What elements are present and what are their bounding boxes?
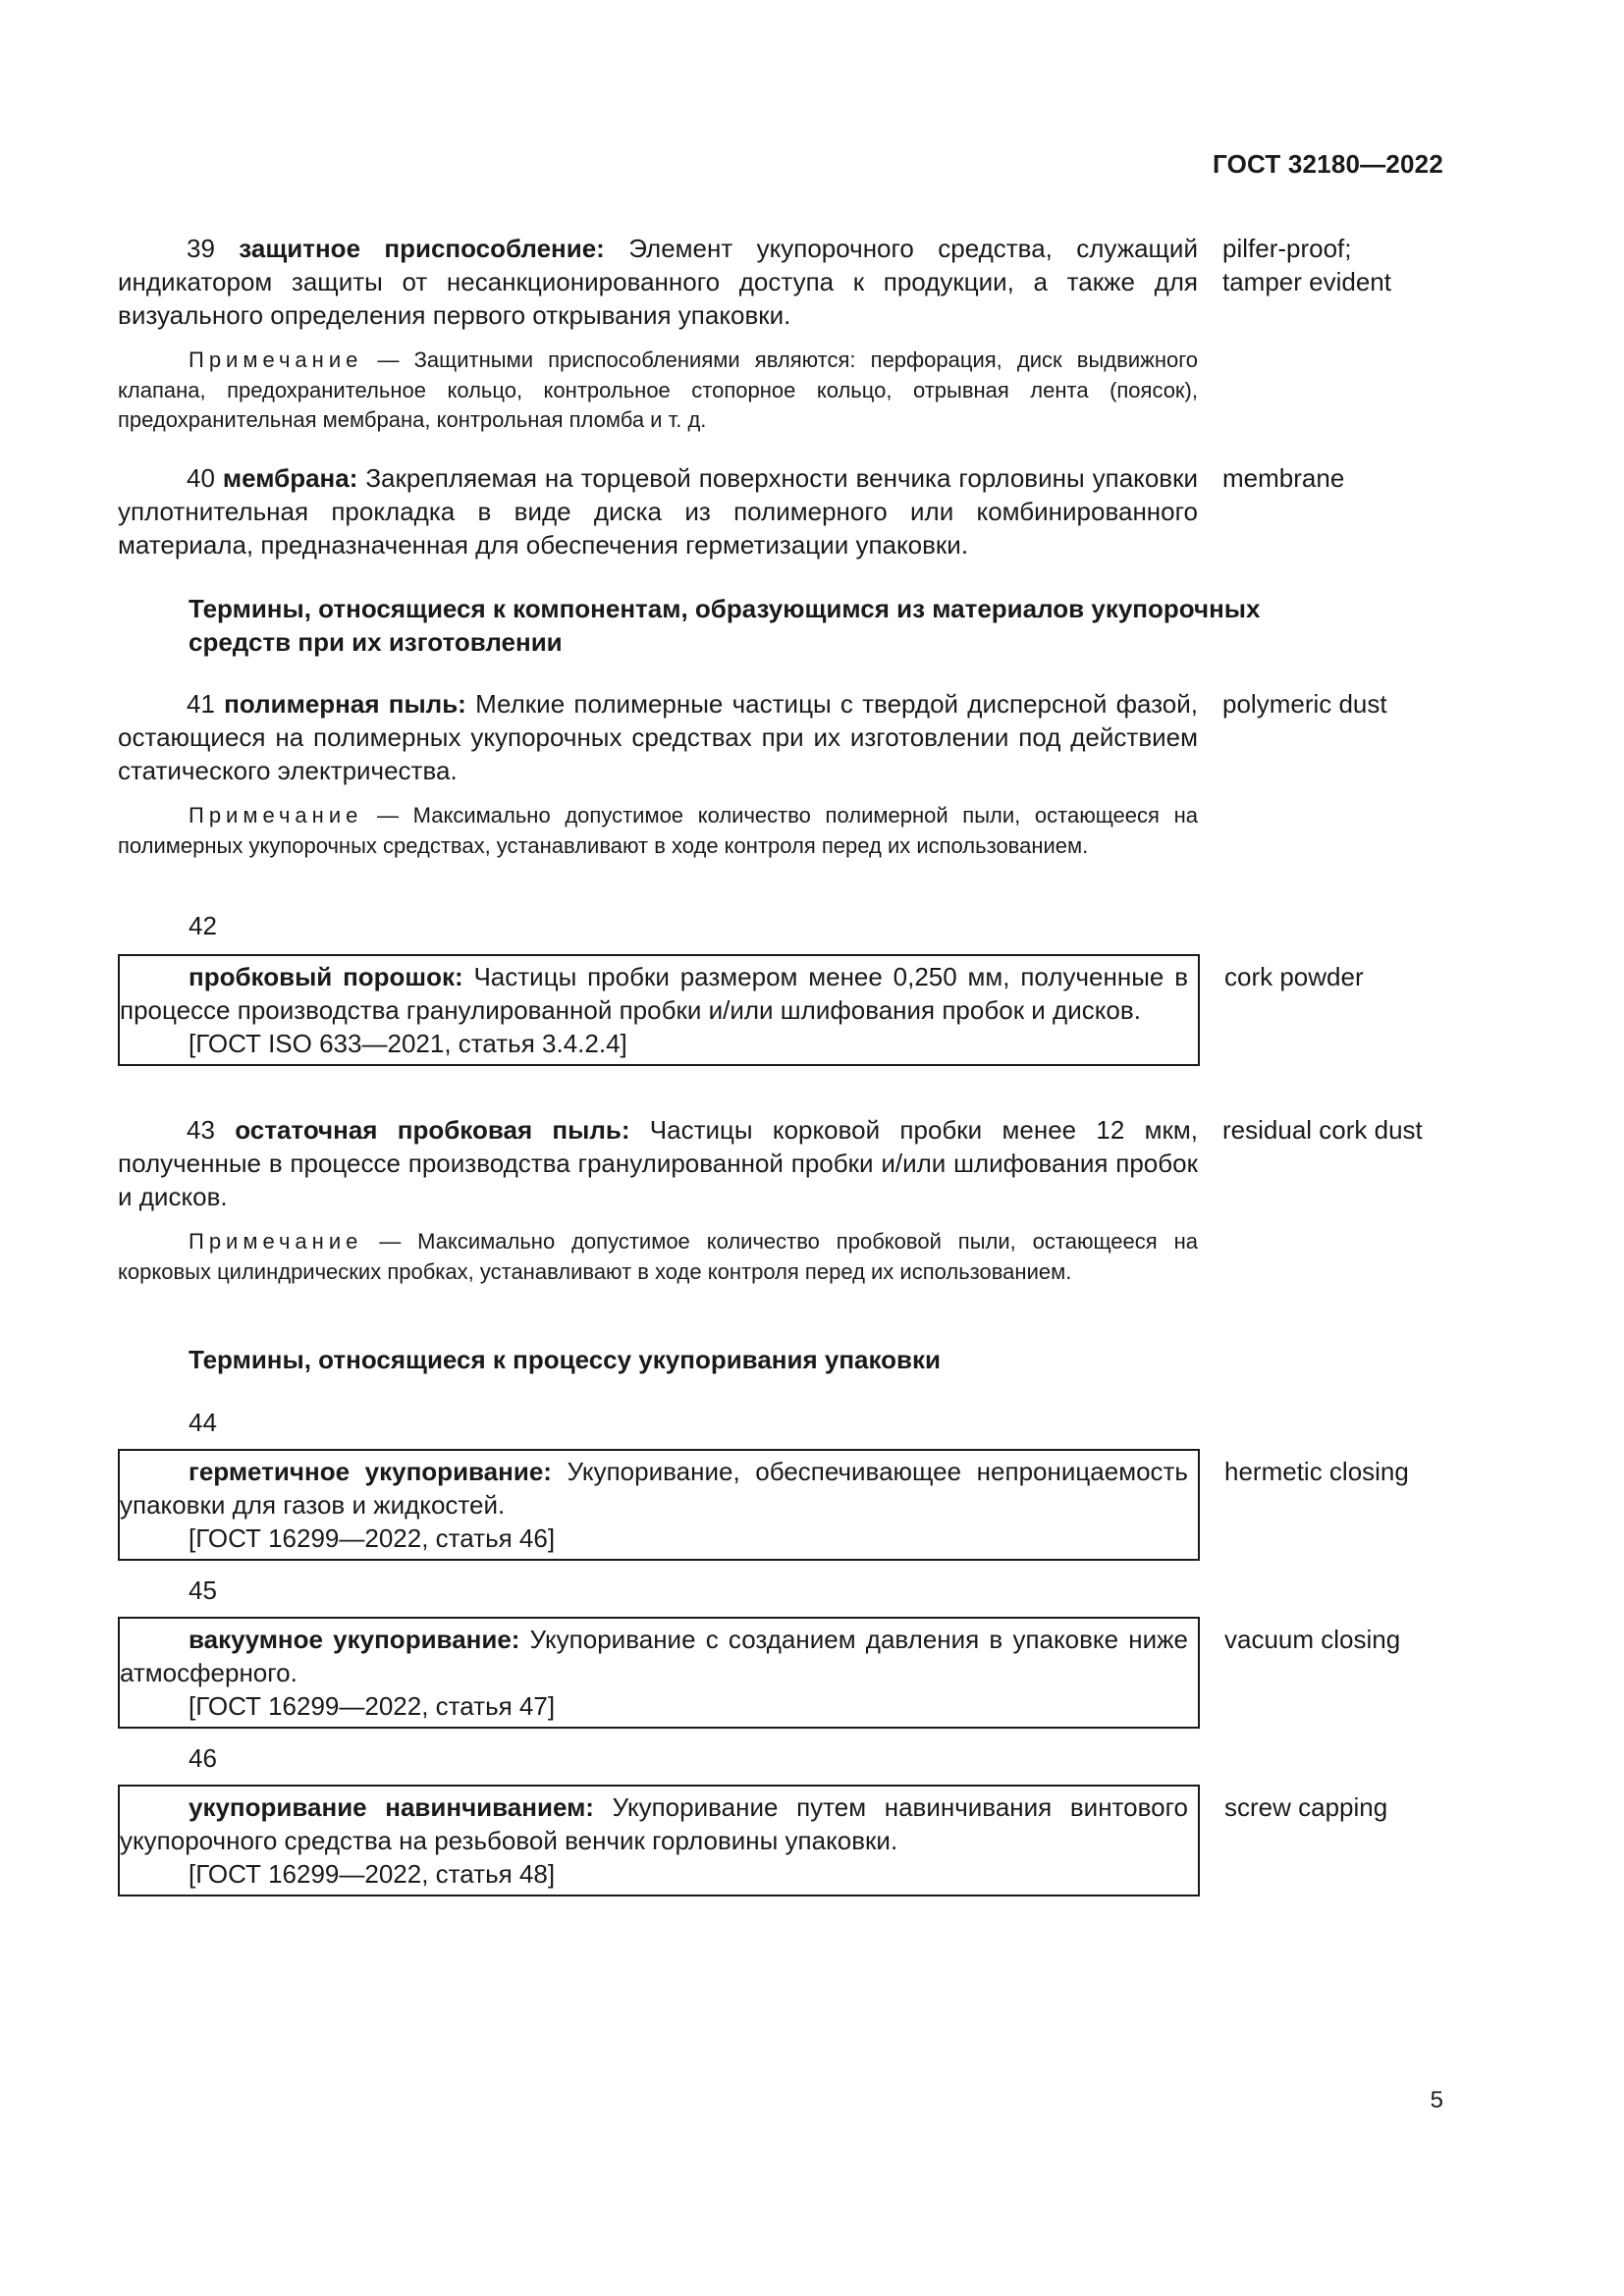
term-title: мембрана: [222, 463, 358, 493]
english-equivalent: pilfer-proof; tamper evident [1222, 234, 1391, 296]
english-equivalent: hermetic closing [1224, 1457, 1409, 1486]
term-reference: [ГОСТ 16299—2022, статья 47] [189, 1691, 556, 1721]
term-note [118, 1227, 1198, 1287]
section-heading-components [118, 592, 1425, 659]
term-definition: Частицы пробки размером менее 0,250 мм, полученные в процессе производства гранулированной пробки и/или шлифования пробок и дисков. [120, 962, 1189, 1025]
term-title: вакуумное укупоривание: [189, 1625, 520, 1654]
term-reference: [ГОСТ 16299—2022, статья 48] [189, 1859, 556, 1889]
section-heading-text: Термины, относящиеся к компонентам, образующимся из материалов укупорочных средств при их изготовлении [189, 594, 1261, 657]
entry-number: 45 [189, 1575, 217, 1605]
term-box-46 [118, 1785, 1425, 1896]
term-entry-39 [118, 232, 1425, 436]
term-reference: [ГОСТ 16299—2022, статья 46] [189, 1523, 556, 1553]
document-code: ГОСТ 32180—2022 [1213, 149, 1443, 179]
page-number: 5 [1430, 2087, 1443, 2113]
english-equivalent: vacuum closing [1224, 1625, 1401, 1654]
term-box-44 [118, 1449, 1425, 1561]
english-equivalent: screw capping [1224, 1792, 1388, 1822]
reference-frame [118, 1449, 1409, 1561]
term-note [118, 801, 1198, 861]
term-entry-43 [118, 1113, 1425, 1287]
english-equivalent: cork powder [1224, 962, 1364, 991]
entry-number: 40 [187, 463, 215, 493]
reference-frame [118, 1617, 1401, 1729]
term-entry-45 [118, 1574, 1425, 1607]
entry-number: 44 [189, 1408, 217, 1437]
term-entry-40 [118, 461, 1425, 561]
section-heading-closing-process [118, 1343, 1425, 1376]
term-entry-44 [118, 1406, 1425, 1439]
term-box-42 [118, 954, 1425, 1066]
term-title: укупоривание навинчиванием: [189, 1792, 594, 1822]
note-label: Примечание [189, 803, 363, 828]
term-definition: Укупоривание, обеспечивающее непроницаемость упаковки для газов и жидкостей. [120, 1457, 1188, 1520]
term-definition: Укупоривание с созданием давления в упаковке ниже атмосферного. [120, 1625, 1188, 1687]
term-definition: Укупоривание путем навинчивания винтового укупорочного средства на резьбовой венчик горловины упаковки. [120, 1792, 1188, 1855]
term-entry-46 [118, 1741, 1425, 1775]
entry-number: 41 [187, 689, 215, 719]
term-definition: Мелкие полимерные частицы с твердой дисперсной фазой, остающиеся на полимерных укупорочных средствах при их изготовлении под действием статического электричества. [118, 689, 1198, 785]
term-entry-41 [118, 687, 1425, 861]
term-entry-42 [118, 909, 1425, 942]
term-reference: [ГОСТ ISO 633—2021, статья 3.4.2.4] [189, 1029, 627, 1058]
term-box-45 [118, 1617, 1425, 1729]
note-text: — Защитными приспособлениями являются: перфорация, диск выдвижного клапана, предохранительное кольцо, контрольное стопорное кольцо, отрывная лента (поясок), предохранительная мембрана, контрольная пломба и т. д. [118, 347, 1198, 432]
english-equivalent: residual cork dust [1222, 1115, 1423, 1145]
entry-number: 42 [189, 911, 217, 940]
entry-number: 46 [189, 1743, 217, 1773]
reference-frame [118, 1785, 1388, 1896]
reference-frame [118, 954, 1364, 1066]
english-equivalent: membrane [1222, 463, 1345, 493]
term-note [118, 346, 1198, 436]
term-definition: Закрепляемая на торцевой поверхности венчика горловины упаковки уплотнительная прокладка в виде диска из полимерного или комбинированного материала, предназначенная для обеспечения герметизации упаковки. [118, 463, 1198, 560]
term-title: герметичное укупоривание: [189, 1457, 552, 1486]
term-title: остаточная пробковая пыль: [235, 1115, 630, 1145]
note-label: Примечание [189, 347, 363, 372]
term-title: пробковый порошок: [189, 962, 463, 991]
term-title: защитное приспособление: [239, 234, 605, 263]
entry-number: 39 [187, 234, 215, 263]
note-label: Примечание [189, 1229, 363, 1254]
note-text: — Максимально допустимое количество полимерной пыли, остающееся на полимерных укупорочных средствах, устанавливают в ходе контроля перед их использованием. [118, 803, 1198, 858]
section-heading-text: Термины, относящиеся к процессу укупоривания упаковки [189, 1345, 942, 1374]
term-title: полимерная пыль: [224, 689, 466, 719]
english-equivalent: polymeric dust [1222, 689, 1387, 719]
term-definition: Элемент укупорочного средства, служащий индикатором защиты от несанкционированного доступа к продукции, а также для визуального определения первого открывания упаковки. [118, 234, 1198, 330]
note-text: — Максимально допустимое количество пробковой пыли, остающееся на корковых цилиндрических пробках, устанавливают в ходе контроля перед их использованием. [118, 1229, 1198, 1284]
entry-number: 43 [187, 1115, 215, 1145]
term-definition: Частицы корковой пробки менее 12 мкм, полученные в процессе производства гранулированной пробки и/или шлифования пробок и дисков. [118, 1115, 1198, 1211]
